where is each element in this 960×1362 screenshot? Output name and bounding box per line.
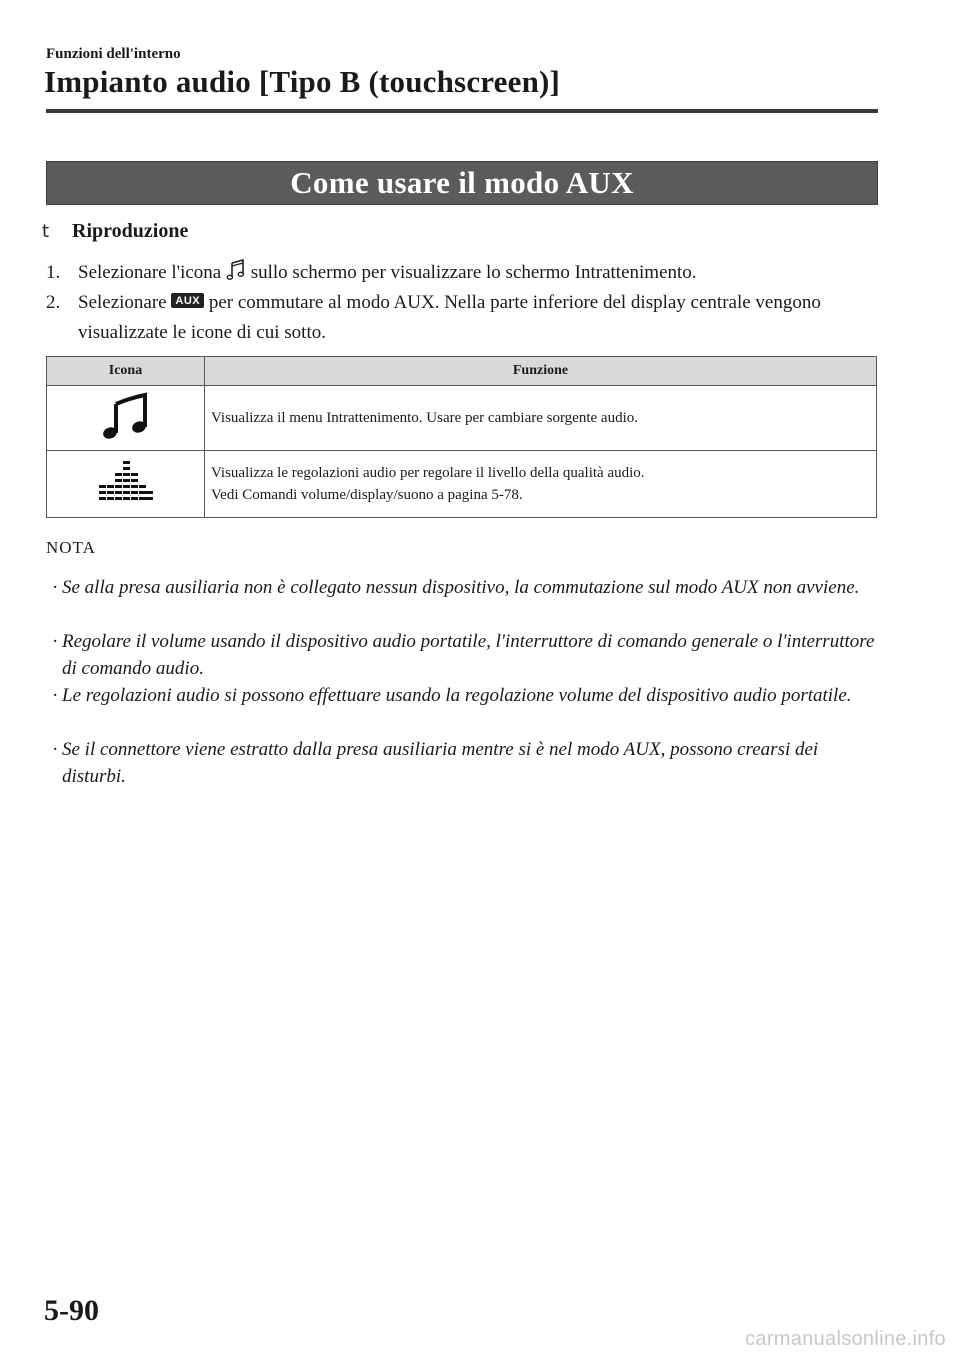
table-cell-icon — [47, 386, 205, 451]
aux-button-icon: AUX — [171, 293, 204, 308]
bullet: · — [52, 577, 59, 598]
step-number: 1. — [46, 262, 61, 283]
chapter-title: Impianto audio [Tipo B (touchscreen)] — [44, 64, 561, 99]
subsection-title: Riproduzione — [72, 220, 189, 242]
step-number: 2. — [46, 292, 61, 313]
equalizer-icon — [99, 493, 153, 509]
table-cell-function — [205, 451, 877, 518]
table-header-function: Funzione — [205, 357, 877, 386]
note-item — [46, 574, 876, 601]
music-note-icon — [226, 259, 246, 291]
table-row — [47, 386, 877, 451]
step-text-after: sullo schermo per visualizzare lo schermo Intrattenimento. — [250, 262, 697, 283]
bullet: · — [52, 685, 59, 706]
note-text: Se il connettore viene estratto dalla presa ausiliaria mentre si è nel modo AUX, possono crearsi dei disturbi. — [62, 739, 819, 787]
table-header-row — [47, 357, 877, 386]
subsection-heading — [42, 220, 188, 243]
function-text: Visualizza le regolazioni audio per regolare il livello della qualità audio. — [211, 465, 645, 481]
section-label: Funzioni dell'interno — [46, 46, 181, 62]
note-item — [46, 628, 876, 682]
note-text: Se alla presa ausiliaria non è collegato nessun dispositivo, la commutazione sul modo AUX non avviene. — [62, 577, 860, 598]
note-text: Regolare il volume usando il dispositivo audio portatile, l'interruttore di comando generale o l'interruttore di comando audio. — [62, 631, 875, 679]
page-number: 5-90 — [44, 1294, 99, 1327]
step-2 — [46, 288, 876, 348]
table-cell-icon — [47, 451, 205, 518]
step-text-before: Selezionare l'icona — [78, 262, 222, 283]
note-text: Le regolazioni audio si possono effettuare usando la regolazione volume del dispositivo audio portatile. — [62, 685, 852, 706]
bullet: · — [52, 631, 59, 652]
step-1 — [46, 258, 876, 291]
note-item — [46, 736, 876, 790]
banner-title: Come usare il modo AUX — [290, 165, 634, 200]
section-banner — [46, 161, 878, 205]
step-text-before: Selezionare — [78, 292, 167, 313]
icon-function-table — [46, 356, 877, 518]
note-item — [46, 682, 876, 709]
bullet: · — [52, 739, 59, 760]
function-text: Visualizza il menu Intrattenimento. Usare per cambiare sorgente audio. — [211, 410, 638, 426]
music-note-icon — [100, 429, 152, 445]
title-divider — [46, 109, 878, 113]
table-header-icon: Icona — [47, 357, 205, 386]
subsection-marker: t — [42, 221, 50, 242]
table-row — [47, 451, 877, 518]
step-text-after: per commutare al modo AUX. Nella parte inferiore del display centrale vengono visualizzate le icone di cui sotto. — [78, 292, 821, 343]
nota-label: NOTA — [46, 538, 96, 557]
table-cell-function — [205, 386, 877, 451]
watermark: carmanualsonline.info — [745, 1328, 946, 1350]
function-reference: Vedi Comandi volume/display/suono a pagina 5-78. — [211, 487, 523, 503]
